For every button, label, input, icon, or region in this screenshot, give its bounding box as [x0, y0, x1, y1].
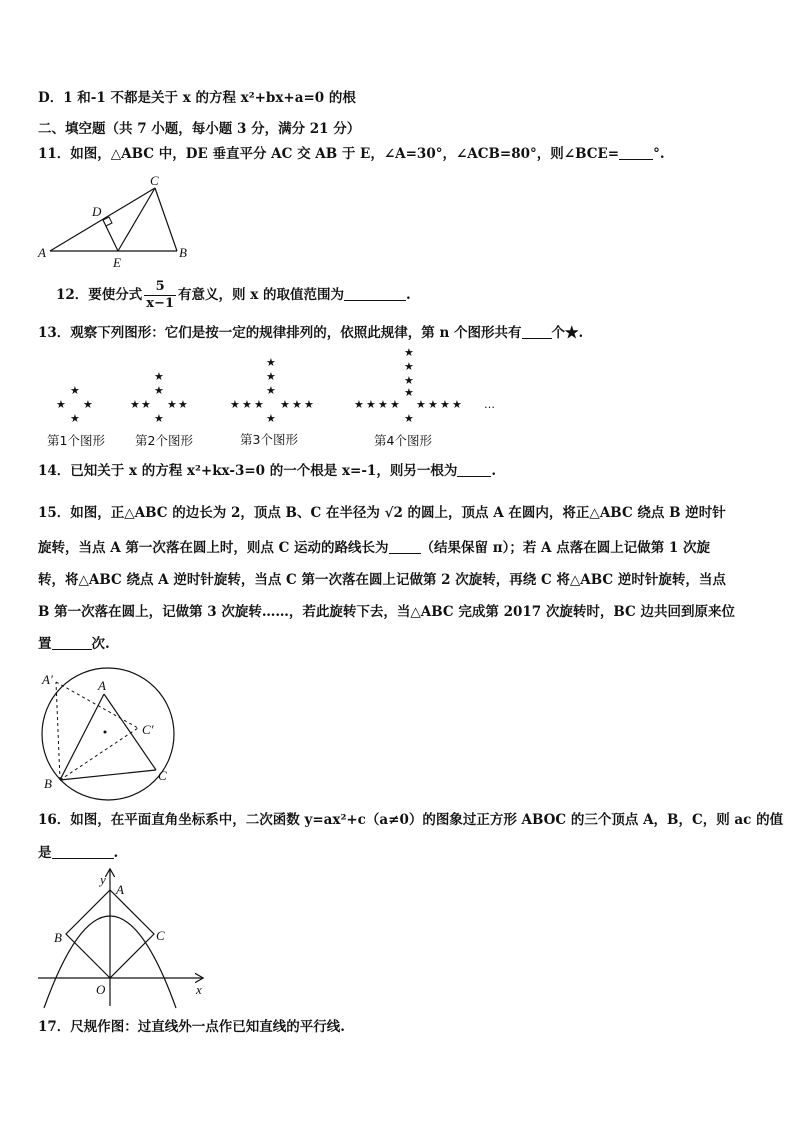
q13-ellipsis: … — [484, 398, 495, 411]
svg-text:★: ★ — [141, 398, 151, 411]
q11-label-a: A — [38, 245, 46, 260]
q12-prefix: 12．要使分式 — [56, 287, 143, 303]
svg-text:★: ★ — [266, 384, 276, 397]
q15-label-b: B — [44, 776, 52, 791]
q11-blank[interactable] — [619, 145, 653, 160]
svg-text:★: ★ — [440, 398, 450, 411]
q16-label-o: O — [96, 982, 106, 997]
svg-text:★: ★ — [404, 412, 414, 425]
q11-label-d: D — [92, 204, 102, 219]
q11-text — [38, 145, 665, 163]
q15-line-4: B 第一次落在圆上，记做第 3 次旋转……，若此旋转下去，当△ABC 完成第 2017 次旋转时，BC 边共回到原来位 — [38, 604, 735, 620]
q15-label-a: A — [98, 678, 106, 693]
q12-fraction — [144, 279, 176, 312]
svg-text:★: ★ — [266, 356, 276, 369]
q11-segment-ce — [118, 188, 155, 251]
q16-label-y: y — [100, 872, 106, 887]
svg-text:★: ★ — [130, 398, 140, 411]
q13-stem: 13．观察下列图形：它们是按一定的规律排列的，依照此规律，第 n 个图形共有 — [38, 325, 522, 341]
q15-blank-1[interactable] — [389, 539, 421, 554]
q15-center-dot — [104, 731, 107, 734]
q16-label-c: C — [156, 928, 165, 943]
q15-label-c-prime: C′ — [142, 722, 154, 737]
q17-text: 17．尺规作图：过直线外一点作已知直线的平行线. — [38, 1019, 345, 1035]
svg-text:★: ★ — [266, 370, 276, 383]
q15-line-5 — [38, 635, 110, 653]
q13-star-patterns — [40, 346, 520, 426]
q13-blank[interactable] — [522, 324, 552, 339]
q14-text — [38, 462, 496, 480]
svg-text:★: ★ — [70, 384, 80, 397]
svg-text:★: ★ — [366, 398, 376, 411]
q14-stem: 14．已知关于 x 的方程 x²+kx-3=0 的一个根是 x=-1，则另一根为 — [38, 463, 458, 479]
q15-dashed-a2c2 — [56, 682, 138, 728]
q15-dashed-bc2 — [60, 728, 138, 780]
q15-segment-ba — [60, 694, 104, 780]
q12-numerator: 5 — [144, 279, 176, 296]
q16-line-2b: . — [113, 845, 119, 861]
q15-segment-bc — [60, 770, 156, 780]
svg-text:★: ★ — [354, 398, 364, 411]
q13-caption-3: 第3个图形 — [240, 432, 298, 447]
q15-line-2a: 旋转，当点 A 第一次落在圆上时，则点 C 运动的路线长为 — [38, 540, 389, 556]
q15-line-3: 转，将△ABC 绕点 A 逆时针旋转，当点 C 第一次落在圆上记做第 2 次旋转，再绕 C 将△ABC 逆时针旋转，当点 — [38, 572, 726, 588]
svg-text:★: ★ — [280, 398, 290, 411]
q12-denominator: x−1 — [146, 296, 174, 311]
q13-suffix: 个★. — [551, 325, 584, 341]
q11-suffix: °. — [653, 146, 665, 162]
q11-segment-bc — [155, 188, 177, 251]
q13-pattern-1 — [56, 384, 93, 425]
q15-line-5a: 置 — [38, 636, 52, 652]
svg-text:★: ★ — [230, 398, 240, 411]
q12-end: . — [405, 287, 411, 303]
q13-caption-2: 第2个图形 — [135, 433, 193, 448]
q16-line-1: 16．如图，在平面直角坐标系中，二次函数 y=ax²+c（a≠0）的图象过正方形 ABOC 的三个顶点 A，B，C，则 ac 的值 — [38, 812, 784, 828]
svg-text:★: ★ — [254, 398, 264, 411]
q12-blank[interactable] — [344, 286, 406, 301]
svg-text:★: ★ — [292, 398, 302, 411]
q16-parabola-figure — [34, 864, 210, 1014]
q15-blank-2[interactable] — [52, 635, 92, 650]
q16-label-b: B — [54, 930, 62, 945]
svg-text:★: ★ — [83, 398, 93, 411]
svg-text:★: ★ — [428, 398, 438, 411]
section-title: 二、填空题（共 7 小题，每小题 3 分，满分 21 分） — [38, 121, 361, 137]
q13-pattern-3 — [230, 356, 314, 425]
svg-text:★: ★ — [404, 374, 414, 387]
svg-text:★: ★ — [266, 412, 276, 425]
svg-text:★: ★ — [242, 398, 252, 411]
svg-text:★: ★ — [404, 386, 414, 399]
q11-triangle-figure — [34, 170, 194, 270]
q13-caption-4: 第4个图形 — [374, 433, 432, 448]
svg-text:★: ★ — [390, 398, 400, 411]
q11-label-b: B — [179, 245, 187, 260]
q16-label-a: A — [116, 882, 124, 897]
q15-line-2b: （结果保留 π）；若 A 点落在圆上记做第 1 次旋 — [420, 540, 711, 556]
q15-line-1: 15．如图，正△ABC 的边长为 2，顶点 B、C 在半径为 √2 的圆上，顶点 A 在圆内，将正△ABC 绕点 B 逆时针 — [38, 505, 726, 521]
q12-suffix: 有意义，则 x 的取值范围为 — [178, 287, 344, 303]
svg-text:★: ★ — [178, 398, 188, 411]
q11-stem: 11．如图，△ABC 中，DE 垂直平分 AC 交 AB 于 E，∠A=30°，∠ACB=80°，则∠BCE= — [38, 146, 620, 162]
svg-text:★: ★ — [378, 398, 388, 411]
q13-pattern-2 — [130, 370, 188, 425]
svg-text:★: ★ — [70, 412, 80, 425]
q14-blank[interactable] — [457, 462, 491, 477]
q13-text — [38, 324, 583, 342]
svg-text:★: ★ — [154, 370, 164, 383]
q11-label-c: C — [150, 173, 159, 188]
q14-suffix: . — [491, 463, 497, 479]
q11-segment-de — [103, 220, 118, 251]
svg-text:★: ★ — [154, 384, 164, 397]
svg-text:★: ★ — [416, 398, 426, 411]
q11-label-e: E — [113, 255, 121, 270]
q11-segment-ac — [50, 188, 155, 251]
q15-dashed-ba2 — [56, 682, 60, 780]
q16-blank[interactable] — [52, 844, 114, 859]
svg-text:★: ★ — [304, 398, 314, 411]
q15-label-a-prime: A′ — [42, 672, 53, 687]
q12-text — [56, 278, 411, 312]
q15-label-c: C — [158, 768, 167, 783]
q16-line-2 — [38, 844, 118, 862]
svg-text:★: ★ — [154, 412, 164, 425]
q16-label-x: x — [196, 982, 202, 997]
svg-text:★: ★ — [452, 398, 462, 411]
q15-line-2 — [38, 539, 710, 557]
q13-pattern-4 — [354, 346, 462, 425]
svg-text:★: ★ — [167, 398, 177, 411]
svg-text:★: ★ — [404, 360, 414, 373]
svg-text:★: ★ — [404, 346, 414, 359]
q15-circle-figure — [36, 666, 186, 802]
q10-option-d: D．1 和-1 不都是关于 x 的方程 x²+bx+a=0 的根 — [38, 90, 356, 106]
q15-line-5b: 次. — [91, 636, 110, 652]
q16-line-2a: 是 — [38, 845, 52, 861]
svg-text:★: ★ — [56, 398, 66, 411]
q13-caption-1: 第1个图形 — [47, 433, 105, 448]
